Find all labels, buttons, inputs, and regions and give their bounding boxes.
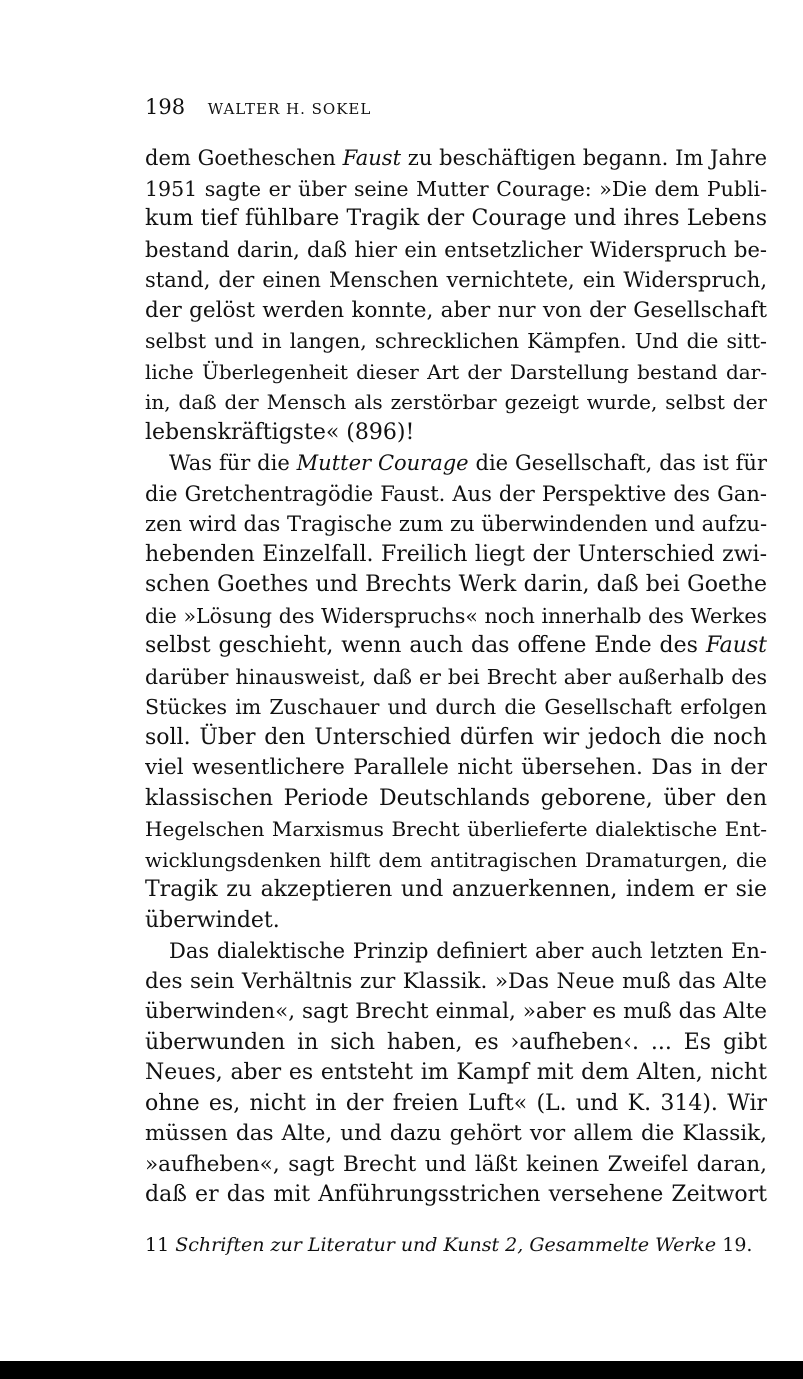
footnote-title: Schriften zur Literatur und Kunst 2, Gesammelte Werke (175, 1234, 717, 1256)
italic-title: Mutter Courage (296, 451, 469, 475)
footnote-suffix: 19. (722, 1234, 753, 1256)
text-line (145, 509, 767, 540)
text-line (145, 692, 767, 723)
text-line (145, 1180, 767, 1211)
text-segment: selbst und in langen, schrecklichen Kämpfen. Und die sitt- (145, 329, 767, 353)
text-line (145, 662, 767, 693)
text-line (145, 845, 767, 876)
footnote-number: 11 (145, 1234, 170, 1256)
text-line (145, 448, 767, 479)
text-segment: ohne es, nicht in der freien Luft« (L. und K. 314). Wir (145, 1090, 767, 1116)
running-header (145, 95, 371, 119)
text-segment: überwunden in sich haben, es ›aufheben‹. ... Es gibt (145, 1029, 767, 1055)
text-segment: Das dialektische Prinzip definiert aber auch letzten En- (169, 939, 767, 963)
text-segment: darüber hinausweist, daß er bei Brecht aber außerhalb des (145, 664, 767, 689)
scan-edge-bar (0, 1361, 803, 1379)
text-segment: daß er das mit Anführungsstrichen versehene Zeitwort (145, 1182, 767, 1207)
text-line (145, 936, 767, 967)
text-segment: müssen das Alte, und dazu gehört vor allem die Klassik, (145, 1121, 767, 1146)
text-line (145, 1028, 767, 1059)
text-line (145, 387, 767, 418)
text-line (145, 1119, 767, 1150)
text-segment: kum tief fühlbare Tragik der Courage und ihres Lebens (145, 206, 767, 231)
text-segment: viel wesentlichere Parallele nicht übersehen. Das in der (145, 755, 767, 780)
text-line (145, 265, 767, 296)
page-number: 198 (145, 95, 186, 119)
text-segment: der gelöst werden konnte, aber nur von der Gesellschaft (145, 297, 767, 323)
text-line (145, 235, 767, 266)
text-segment: zen wird das Tragische zum zu überwindenden und aufzu- (145, 512, 767, 536)
text-segment: des sein Verhältnis zur Klassik. »Das Neue muß das Alte (145, 968, 767, 994)
text-line (145, 357, 767, 388)
text-segment: Tragik zu akzeptieren und anzuerkennen, indem er sie (145, 877, 767, 902)
text-segment: Hegelschen Marxismus Brecht überlieferte dialektische Ent- (145, 817, 767, 841)
text-line (145, 570, 767, 601)
text-segment: zu beschäftigen begann. Im Jahre (401, 146, 767, 170)
text-segment: überwinden«, sagt Brecht einmal, »aber es muß das Alte (145, 999, 767, 1024)
text-segment: bestand darin, daß hier ein entsetzlicher Widerspruch be- (145, 237, 767, 262)
text-segment: in, daß der Mensch als zerstörbar gezeigt wurde, selbst der (145, 390, 767, 414)
text-segment: »aufheben«, sagt Brecht und läßt keinen Zweifel daran, (145, 1151, 767, 1177)
footnote (145, 1230, 767, 1260)
text-line (145, 1089, 767, 1120)
text-line (145, 296, 767, 327)
text-segment: selbst geschieht, wenn auch das offene Ende des (145, 633, 706, 658)
text-segment: schen Goethes und Brechts Werk darin, daß bei Goethe (145, 572, 767, 597)
text-line (145, 1058, 767, 1089)
text-segment: klassischen Periode Deutschlands geborene, über den (145, 785, 767, 811)
text-line (145, 875, 767, 906)
text-line (145, 326, 767, 357)
text-segment: die Gesellschaft, das ist für (468, 451, 767, 475)
text-line (145, 479, 767, 510)
text-line (145, 967, 767, 998)
running-head-author: WALTER H. SOKEL (207, 100, 372, 118)
text-line (145, 997, 767, 1028)
italic-title: Faust (342, 146, 402, 170)
text-line (145, 143, 767, 174)
text-segment: soll. Über den Unterschied dürfen wir jedoch die noch (145, 724, 767, 750)
text-line (145, 723, 767, 754)
text-line (145, 174, 767, 205)
text-segment: stand, der einen Menschen vernichtete, ein Widerspruch, (145, 268, 767, 292)
text-segment: 1951 sagte er über seine Mutter Courage: »Die dem Publi- (145, 176, 767, 201)
text-segment: liche Überlegenheit dieser Art der Darstellung bestand dar- (145, 359, 767, 384)
text-line (145, 784, 767, 815)
text-line (145, 601, 767, 632)
text-segment: lebenskräftigste« (896)! (145, 419, 415, 445)
text-line (145, 753, 767, 784)
text-segment: überwindet. (145, 907, 280, 933)
text-segment: Neues, aber es entsteht im Kampf mit dem Alten, nicht (145, 1060, 767, 1085)
text-segment: die »Lösung des Widerspruchs« noch innerhalb des Werkes (145, 603, 767, 628)
text-segment: wicklungsdenken hilft dem antitragischen Dramaturgen, die (145, 847, 767, 872)
text-segment: Stückes im Zuschauer und durch die Gesellschaft erfolgen (145, 695, 767, 719)
text-line (145, 204, 767, 235)
body-text (145, 143, 767, 1211)
text-line (145, 540, 767, 571)
text-line (145, 418, 767, 449)
italic-title: Faust (705, 633, 767, 658)
text-segment: die Gretchentragödie Faust. Aus der Perspektive des Gan- (145, 481, 767, 506)
text-segment: dem Goetheschen (145, 146, 343, 170)
text-segment: hebenden Einzelfall. Freilich liegt der Unterschied zwi- (145, 541, 767, 567)
text-line (145, 1150, 767, 1181)
text-segment: Was für die (169, 451, 297, 475)
text-line (145, 814, 767, 845)
text-line (145, 631, 767, 662)
text-line (145, 906, 767, 937)
